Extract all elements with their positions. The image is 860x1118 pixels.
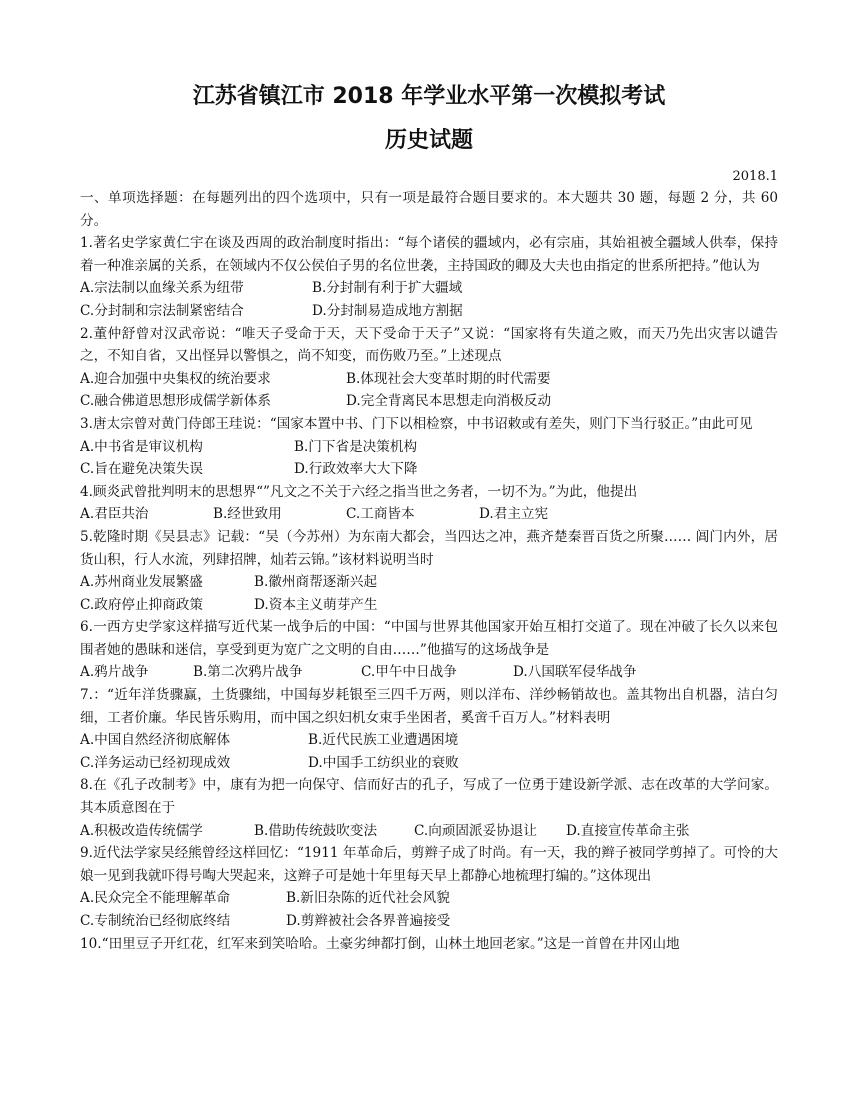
question-options bbox=[80, 729, 778, 752]
question-stem: 5.乾隆时期《吴县志》记载：“吴（今苏州）为东南大都会，当四达之冲，燕齐楚秦晋百货之所聚…… 阊门内外，居货山积，行人水流，列肆招牌，灿若云锦。”该材料说明当时 bbox=[80, 528, 778, 568]
option-a: A.君臣共治 bbox=[80, 506, 149, 523]
option-a: A.中书省是审议机构 bbox=[80, 438, 203, 455]
option-b: B.门下省是决策机构 bbox=[294, 438, 418, 455]
option-d: D.中国手工纺织业的衰败 bbox=[308, 754, 459, 771]
question-stem: 7.：“近年洋货骤赢，土货骤绌，中国每岁耗银至三四千万两，则以洋布、洋纱畅销故也。盖其物出自机器，洁白匀细，工者价廉。华民皆乐购用，而中国之织妇机女束手坐困者，奚啻千百万人。”材料表明 bbox=[80, 687, 778, 726]
option-b: B.新旧杂陈的近代社会风貌 bbox=[286, 890, 450, 907]
option-b: B.近代民族工业遭遇困境 bbox=[308, 732, 459, 749]
question-options bbox=[80, 300, 778, 323]
option-c: C.分封制和宗法制紧密结合 bbox=[80, 302, 244, 319]
question-options bbox=[80, 390, 778, 413]
option-b: B.徽州商帮逐渐兴起 bbox=[254, 574, 378, 591]
question-options bbox=[80, 503, 778, 526]
question-stem: 10.“田里豆子开红花，红军来到笑哈哈。土豪劣绅都打倒，山林土地回老家。”这是一首曾在井冈山地 bbox=[80, 935, 680, 952]
option-a: A.中国自然经济彻底解体 bbox=[80, 732, 231, 749]
exam-date: 2018.1 bbox=[732, 169, 778, 184]
question-stem: 8.在《孔子改制考》中，康有为把一向保守、信而好古的孔子，写成了一位勇于建设新学派、志在改革的大学问家。其本质意图在于 bbox=[80, 777, 778, 817]
option-d: D.完全背离民本思想走向消极反动 bbox=[346, 393, 552, 410]
exam-title: 江苏省镇江市 2018 年学业水平第一次模拟考试 bbox=[192, 84, 666, 109]
question-stem: 4.顾炎武曾批判明末的思想界“”凡文之不关于六经之指当世之务者，一切不为。”为此，他提出 bbox=[80, 483, 638, 500]
exam-page bbox=[80, 84, 778, 955]
question-stem: 2.董仲舒曾对汉武帝说：“唯天子受命于天，天下受命于天子”又说：“国家将有失道之败，而天乃先出灾害以谴告之，不知自省，又出怪异以警惧之，尚不知变，而伤败乃至。”上述现点 bbox=[80, 325, 778, 365]
option-c: C.融合佛道思想形成儒学新体系 bbox=[80, 393, 271, 410]
question-options bbox=[80, 910, 778, 933]
option-d: D.行政效率大大下降 bbox=[294, 461, 418, 478]
option-a: A.鸦片战争 bbox=[80, 664, 149, 681]
exam-subtitle: 历史试题 bbox=[384, 128, 473, 153]
question-stem: 1.著名史学家黄仁宇在谈及西周的政治制度时指出：“每个诸侯的疆域内，必有宗庙，其始祖被全疆域人供奉，保持着一种准亲属的关系，在领域内不仅公侯伯子男的名位世袭，主持国政的卿及大夫也由指定的世系所把持。”他认为 bbox=[80, 235, 778, 274]
question-options bbox=[80, 887, 778, 910]
question-options bbox=[80, 820, 778, 843]
section-instructions: 一、单项选择题：在每题列出的四个选项中，只有一项是最符合题目要求的。本大题共 30 题，每题 2 分，共 60 分。 bbox=[80, 190, 778, 229]
question-stem: 3.唐太宗曾对黄门侍郎王珪说：“国家本置中书、门下以相检察，中书诏敕或有差失，则门下当行驳正。”由此可见 bbox=[80, 415, 753, 432]
option-c: C.洋务运动已经初现成效 bbox=[80, 754, 231, 771]
option-a: A.宗法制以血缘关系为纽带 bbox=[80, 280, 244, 297]
question-options bbox=[80, 436, 778, 459]
option-d: D.八国联军侵华战争 bbox=[513, 664, 637, 681]
option-a: A.苏州商业发展繁盛 bbox=[80, 574, 203, 591]
question-stem: 9.近代法学家吴经熊曾经这样回忆：“1911 年革命后，剪辫子成了时尚。有一天，我的辫子被同学剪掉了。可怜的大娘一见到我就吓得号啕大哭起来，这辫子可是她十年里每天早上都静心地梳理打编的。”这体现出 bbox=[80, 845, 778, 884]
option-d: D.剪辫被社会各界普遍接受 bbox=[286, 913, 451, 929]
question-options bbox=[80, 594, 778, 617]
question-options bbox=[80, 571, 778, 594]
option-d: D.分封制易造成地方割据 bbox=[312, 302, 463, 319]
option-c: C.向顽固派妥协退让 bbox=[414, 822, 537, 839]
option-b: B.借助传统鼓吹变法 bbox=[254, 822, 378, 839]
option-d: D.直接宣传革命主张 bbox=[566, 822, 690, 839]
option-c: C.专制统治已经彻底终结 bbox=[80, 913, 231, 929]
question-options bbox=[80, 458, 778, 481]
option-c: C.工商皆本 bbox=[346, 506, 415, 523]
question-options bbox=[80, 661, 778, 684]
option-c: C.政府停止抑商政策 bbox=[80, 596, 203, 613]
option-d: D.资本主义萌芽产生 bbox=[254, 596, 378, 613]
question-options bbox=[80, 368, 778, 391]
option-c: C.旨在避免决策失误 bbox=[80, 461, 203, 478]
question-options bbox=[80, 752, 778, 775]
option-b: B.第二次鸦片战争 bbox=[193, 664, 303, 681]
option-a: A.民众完全不能理解革命 bbox=[80, 890, 231, 907]
option-b: B.体现社会大变革时期的时代需要 bbox=[346, 370, 551, 387]
question-stem: 6.一西方史学家这样描写近代某一战争后的中国：“中国与世界其他国家开始互相打交道了。现在冲破了长久以来包围者她的愚昧和迷信，享受到更为宽广之文明的自由……”他描写的这场战争是 bbox=[80, 619, 778, 658]
question-options bbox=[80, 277, 778, 300]
option-c: C.甲午中日战争 bbox=[361, 664, 457, 681]
option-a: A.迎合加强中央集权的统治要求 bbox=[80, 370, 271, 387]
option-a: A.积极改造传统儒学 bbox=[80, 822, 203, 839]
option-b: B.经世致用 bbox=[213, 506, 282, 523]
option-d: D.君主立宪 bbox=[479, 506, 549, 523]
option-b: B.分封制有利于扩大疆域 bbox=[312, 280, 463, 297]
